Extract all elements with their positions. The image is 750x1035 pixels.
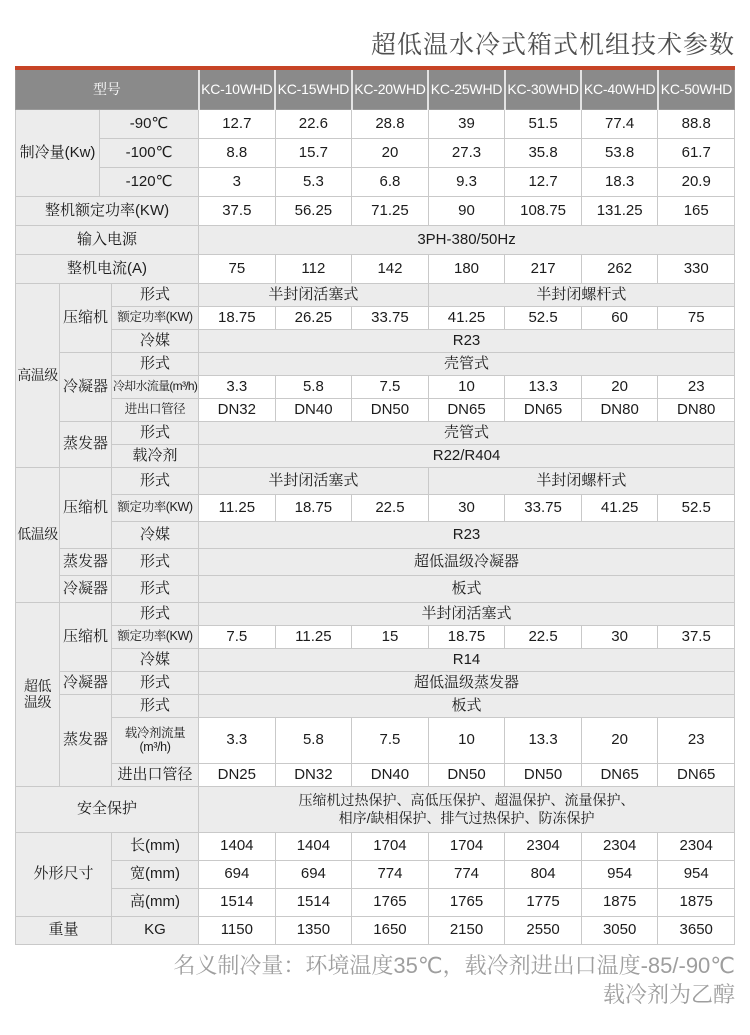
- current-row: [16, 254, 735, 283]
- capacity-row: [16, 138, 735, 167]
- value-cell: 2550: [505, 916, 582, 944]
- value-cell: 954: [581, 860, 658, 888]
- value-cell: 5.3: [275, 167, 352, 196]
- pipe-label: 进出口管径: [112, 763, 199, 786]
- value-cell: 3.3: [199, 717, 276, 763]
- power-supply-row: [16, 225, 735, 254]
- value-cell: 142: [352, 254, 429, 283]
- value-cell: DN50: [352, 398, 429, 421]
- value-cell: 112: [275, 254, 352, 283]
- value-cell: 15.7: [275, 138, 352, 167]
- value-cell: DN40: [275, 398, 352, 421]
- value-cell: 12.7: [505, 167, 582, 196]
- value-cell: 75: [199, 254, 276, 283]
- water-flow-label: 冷却水流量(m³/h): [112, 375, 199, 398]
- low-compressor-label: 压缩机: [60, 467, 112, 548]
- value-cell: 1704: [352, 832, 429, 860]
- value-cell: 6.8: [352, 167, 429, 196]
- value-cell: 20: [352, 138, 429, 167]
- value-cell: 1765: [428, 888, 505, 916]
- value-cell: 26.25: [275, 306, 352, 329]
- value-cell: 1350: [275, 916, 352, 944]
- refrigerant-label: 冷媒: [112, 648, 199, 671]
- value-cell: 1150: [199, 916, 276, 944]
- ultra-stage-row: [16, 717, 735, 763]
- value-cell: DN40: [352, 763, 429, 786]
- low-stage-row: [16, 494, 735, 521]
- low-stage-row: [16, 575, 735, 602]
- dimensions-label: 外形尺寸: [16, 832, 112, 916]
- model-header-cell: KC-15WHD: [275, 68, 352, 109]
- type-value: 半封闭活塞式: [199, 602, 735, 625]
- value-cell: 9.3: [428, 167, 505, 196]
- value-cell: 1704: [428, 832, 505, 860]
- footnote-line-2: 载冷剂为乙醇: [602, 982, 735, 1007]
- value-cell: DN80: [581, 398, 658, 421]
- type-value: 半封闭活塞式: [199, 283, 429, 306]
- rated-power-label: 整机额定功率(KW): [16, 196, 199, 225]
- value-cell: 694: [199, 860, 276, 888]
- type-value: 超低温级冷凝器: [199, 548, 735, 575]
- value-cell: 41.25: [428, 306, 505, 329]
- low-stage-label: 低温级: [16, 467, 60, 602]
- value-cell: 27.3: [428, 138, 505, 167]
- type-value: 板式: [199, 575, 735, 602]
- high-condenser-label: 冷凝器: [60, 352, 112, 421]
- dimension-name: 长(mm): [112, 832, 199, 860]
- value-cell: DN25: [199, 763, 276, 786]
- value-cell: 217: [505, 254, 582, 283]
- model-header-cell: KC-20WHD: [352, 68, 429, 109]
- capacity-temp-label: -120℃: [100, 167, 199, 196]
- dimension-row: [16, 888, 735, 916]
- dimension-name: 高(mm): [112, 888, 199, 916]
- value-cell: 22.6: [275, 109, 352, 138]
- value-cell: 52.5: [505, 306, 582, 329]
- power-label: 额定功率(KW): [112, 625, 199, 648]
- value-cell: 2304: [658, 832, 735, 860]
- high-compressor-label: 压缩机: [60, 283, 112, 352]
- value-cell: DN32: [199, 398, 276, 421]
- value-cell: 7.5: [352, 717, 429, 763]
- value-cell: 13.3: [505, 375, 582, 398]
- low-condenser-label: 冷凝器: [60, 575, 112, 602]
- type-label: 形式: [112, 575, 199, 602]
- type-label: 形式: [112, 694, 199, 717]
- high-stage-row: [16, 329, 735, 352]
- value-cell: 20: [581, 717, 658, 763]
- value-cell: 15: [352, 625, 429, 648]
- rated-power-row: [16, 196, 735, 225]
- high-stage-label: 高温级: [16, 283, 60, 467]
- dimension-name: 宽(mm): [112, 860, 199, 888]
- value-cell: 35.8: [505, 138, 582, 167]
- type-label: 形式: [112, 548, 199, 575]
- model-header-cell: KC-50WHD: [658, 68, 735, 109]
- value-cell: 774: [352, 860, 429, 888]
- value-cell: 60: [581, 306, 658, 329]
- value-cell: 3050: [581, 916, 658, 944]
- dimension-row: [16, 860, 735, 888]
- ultra-stage-row: [16, 763, 735, 786]
- model-header-cell: KC-25WHD: [428, 68, 505, 109]
- value-cell: 23: [658, 717, 735, 763]
- ultra-stage-label: 超低 温级: [16, 602, 60, 786]
- ultra-stage-row: [16, 602, 735, 625]
- low-stage-row: [16, 521, 735, 548]
- page-title: 超低温水冷式箱式机组技术参数: [370, 31, 735, 59]
- ultra-stage-row: [16, 648, 735, 671]
- value-cell: 330: [658, 254, 735, 283]
- value-cell: 11.25: [275, 625, 352, 648]
- value-cell: 71.25: [352, 196, 429, 225]
- value-cell: DN65: [505, 398, 582, 421]
- coolant-value: R22/R404: [199, 444, 735, 467]
- value-cell: 1650: [352, 916, 429, 944]
- value-cell: 3.3: [199, 375, 276, 398]
- value-cell: 18.75: [428, 625, 505, 648]
- model-header-cell: KC-30WHD: [505, 68, 582, 109]
- value-cell: 1875: [581, 888, 658, 916]
- refrigerant-label: 冷媒: [112, 521, 199, 548]
- footnote: [173, 951, 735, 1009]
- low-stage-row: [16, 467, 735, 494]
- value-cell: 61.7: [658, 138, 735, 167]
- value-cell: 10: [428, 375, 505, 398]
- capacity-temp-label: -100℃: [100, 138, 199, 167]
- value-cell: 30: [428, 494, 505, 521]
- value-cell: DN65: [581, 763, 658, 786]
- current-label: 整机电流(A): [16, 254, 199, 283]
- high-evaporator-label: 蒸发器: [60, 421, 112, 467]
- safety-value: 压缩机过热保护、高低压保护、超温保护、流量保护、 相序/缺相保护、排气过热保护、防冻保护: [199, 786, 735, 832]
- value-cell: 52.5: [658, 494, 735, 521]
- value-cell: 30: [581, 625, 658, 648]
- value-cell: 90: [428, 196, 505, 225]
- value-cell: 1514: [275, 888, 352, 916]
- value-cell: DN65: [428, 398, 505, 421]
- value-cell: 12.7: [199, 109, 276, 138]
- value-cell: 108.75: [505, 196, 582, 225]
- value-cell: 56.25: [275, 196, 352, 225]
- refrigerant-value: R14: [199, 648, 735, 671]
- model-header-cell: KC-40WHD: [581, 68, 658, 109]
- value-cell: 7.5: [199, 625, 276, 648]
- spec-table: [15, 66, 735, 945]
- ultra-compressor-label: 压缩机: [60, 602, 112, 671]
- value-cell: 1514: [199, 888, 276, 916]
- type-value: 壳管式: [199, 421, 735, 444]
- value-cell: 5.8: [275, 375, 352, 398]
- value-cell: 694: [275, 860, 352, 888]
- value-cell: 39: [428, 109, 505, 138]
- capacity-row: [16, 109, 735, 138]
- value-cell: 1404: [275, 832, 352, 860]
- value-cell: 1404: [199, 832, 276, 860]
- type-value: 半封闭螺杆式: [428, 283, 734, 306]
- value-cell: 13.3: [505, 717, 582, 763]
- value-cell: 75: [658, 306, 735, 329]
- power-supply-value: 3PH-380/50Hz: [199, 225, 735, 254]
- value-cell: 1775: [505, 888, 582, 916]
- value-cell: 18.75: [275, 494, 352, 521]
- high-stage-row: [16, 375, 735, 398]
- value-cell: 18.75: [199, 306, 276, 329]
- dimension-row: [16, 832, 735, 860]
- safety-label: 安全保护: [16, 786, 199, 832]
- coolant-label: 载冷剂: [112, 444, 199, 467]
- type-value: 半封闭螺杆式: [428, 467, 734, 494]
- value-cell: 3650: [658, 916, 735, 944]
- type-label: 形式: [112, 283, 199, 306]
- value-cell: DN50: [505, 763, 582, 786]
- value-cell: 51.5: [505, 109, 582, 138]
- value-cell: 33.75: [352, 306, 429, 329]
- value-cell: 2304: [505, 832, 582, 860]
- safety-row: [16, 786, 735, 832]
- value-cell: 3: [199, 167, 276, 196]
- value-cell: 28.8: [352, 109, 429, 138]
- value-cell: 1875: [658, 888, 735, 916]
- value-cell: 131.25: [581, 196, 658, 225]
- type-label: 形式: [112, 352, 199, 375]
- refrigerant-value: R23: [199, 521, 735, 548]
- value-cell: 20.9: [658, 167, 735, 196]
- high-stage-row: [16, 444, 735, 467]
- weight-row: [16, 916, 735, 944]
- refrigerant-label: 冷媒: [112, 329, 199, 352]
- carrier-flow-label: 载冷剂流量 (m³/h): [112, 717, 199, 763]
- capacity-temp-label: -90℃: [100, 109, 199, 138]
- value-cell: 7.5: [352, 375, 429, 398]
- type-label: 形式: [112, 421, 199, 444]
- value-cell: 53.8: [581, 138, 658, 167]
- ultra-stage-row: [16, 671, 735, 694]
- model-header-cell: KC-10WHD: [199, 68, 276, 109]
- type-label: 形式: [112, 602, 199, 625]
- value-cell: 1765: [352, 888, 429, 916]
- footnote-line-1: 名义制冷量：环境温度35℃，载冷剂进出口温度-85/-90℃: [173, 953, 735, 978]
- value-cell: 77.4: [581, 109, 658, 138]
- low-evaporator-label: 蒸发器: [60, 548, 112, 575]
- refrigerant-value: R23: [199, 329, 735, 352]
- weight-unit: KG: [112, 916, 199, 944]
- type-label: 形式: [112, 671, 199, 694]
- value-cell: 33.75: [505, 494, 582, 521]
- high-stage-row: [16, 398, 735, 421]
- ultra-stage-row: [16, 625, 735, 648]
- value-cell: 37.5: [199, 196, 276, 225]
- type-value: 板式: [199, 694, 735, 717]
- value-cell: 23: [658, 375, 735, 398]
- value-cell: 8.8: [199, 138, 276, 167]
- value-cell: 37.5: [658, 625, 735, 648]
- value-cell: 5.8: [275, 717, 352, 763]
- power-label: 额定功率(KW): [112, 494, 199, 521]
- value-cell: DN80: [658, 398, 735, 421]
- value-cell: 804: [505, 860, 582, 888]
- value-cell: 954: [658, 860, 735, 888]
- power-supply-label: 输入电源: [16, 225, 199, 254]
- weight-label: 重量: [16, 916, 112, 944]
- type-value: 超低温级蒸发器: [199, 671, 735, 694]
- value-cell: 22.5: [505, 625, 582, 648]
- value-cell: 41.25: [581, 494, 658, 521]
- header-row: [16, 68, 735, 109]
- value-cell: 774: [428, 860, 505, 888]
- value-cell: 2304: [581, 832, 658, 860]
- type-label: 形式: [112, 467, 199, 494]
- value-cell: DN50: [428, 763, 505, 786]
- high-stage-row: [16, 283, 735, 306]
- capacity-label: 制冷量(Kw): [16, 109, 100, 196]
- pipe-label: 进出口管径: [112, 398, 199, 421]
- value-cell: 11.25: [199, 494, 276, 521]
- value-cell: 88.8: [658, 109, 735, 138]
- model-header-label: 型号: [16, 68, 199, 109]
- capacity-row: [16, 167, 735, 196]
- value-cell: DN65: [658, 763, 735, 786]
- ultra-condenser-label: 冷凝器: [60, 671, 112, 694]
- high-stage-row: [16, 306, 735, 329]
- value-cell: 20: [581, 375, 658, 398]
- value-cell: 165: [658, 196, 735, 225]
- value-cell: 262: [581, 254, 658, 283]
- value-cell: 180: [428, 254, 505, 283]
- value-cell: 18.3: [581, 167, 658, 196]
- type-value: 半封闭活塞式: [199, 467, 429, 494]
- ultra-evaporator-label: 蒸发器: [60, 694, 112, 786]
- value-cell: 22.5: [352, 494, 429, 521]
- ultra-stage-row: [16, 694, 735, 717]
- high-stage-row: [16, 421, 735, 444]
- value-cell: 10: [428, 717, 505, 763]
- power-label: 额定功率(KW): [112, 306, 199, 329]
- type-value: 壳管式: [199, 352, 735, 375]
- value-cell: 2150: [428, 916, 505, 944]
- value-cell: DN32: [275, 763, 352, 786]
- high-stage-row: [16, 352, 735, 375]
- low-stage-row: [16, 548, 735, 575]
